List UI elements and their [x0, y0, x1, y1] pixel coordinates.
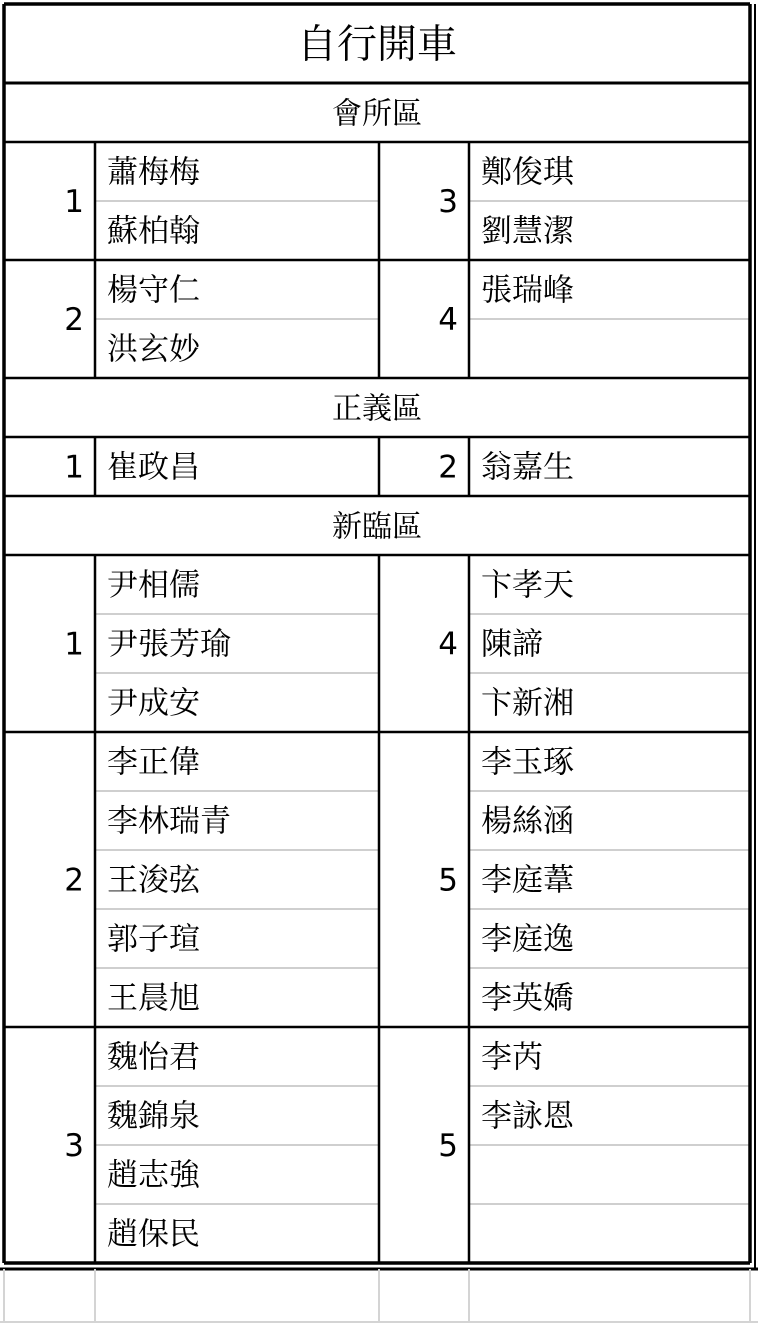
passenger-name: 卞孝天 — [481, 567, 574, 604]
passenger-name: 李林瑞青 — [107, 803, 231, 840]
car-number: 2 — [64, 302, 84, 338]
passenger-name: 李英嬌 — [481, 980, 574, 1017]
page-title: 自行開車 — [297, 21, 457, 68]
car-number: 5 — [438, 862, 458, 899]
car-number: 2 — [64, 862, 84, 899]
car-number: 2 — [438, 449, 458, 486]
passenger-name: 陳諦 — [481, 626, 543, 663]
passenger-name: 王晨旭 — [107, 980, 200, 1017]
passenger-name: 蕭梅梅 — [107, 154, 200, 191]
passenger-name: 趙志強 — [107, 1157, 200, 1194]
passenger-name: 楊守仁 — [107, 272, 200, 309]
passenger-name: 王浚弦 — [107, 862, 200, 899]
passenger-name: 李庭逸 — [481, 921, 574, 958]
car-number: 3 — [64, 1128, 84, 1164]
car-number: 1 — [64, 626, 84, 663]
car-number: 1 — [64, 184, 84, 220]
passenger-name: 楊絲涵 — [481, 803, 574, 840]
car-number: 4 — [438, 626, 458, 663]
section-header: 新臨區 — [332, 509, 422, 545]
car-number: 4 — [438, 302, 458, 338]
passenger-name: 李玉琢 — [481, 744, 574, 781]
section-header: 正義區 — [332, 391, 422, 427]
passenger-name: 尹張芳瑜 — [107, 626, 231, 663]
passenger-name: 郭子瑄 — [107, 921, 200, 958]
passenger-name: 崔政昌 — [107, 449, 200, 486]
passenger-name: 李庭葦 — [481, 862, 574, 899]
section-header: 會所區 — [332, 96, 422, 132]
car-number: 3 — [438, 184, 458, 220]
passenger-name: 洪玄妙 — [107, 331, 200, 368]
passenger-name: 尹相儒 — [107, 567, 200, 604]
passenger-name: 尹成安 — [107, 685, 200, 722]
passenger-name: 張瑞峰 — [481, 272, 574, 309]
car-number: 5 — [438, 1128, 458, 1164]
passenger-name: 李詠恩 — [481, 1098, 574, 1135]
passenger-name: 李芮 — [481, 1039, 543, 1076]
passenger-name: 蘇柏翰 — [107, 213, 200, 250]
passenger-name: 李正偉 — [107, 744, 200, 781]
passenger-name: 翁嘉生 — [481, 449, 574, 486]
passenger-name: 鄭俊琪 — [481, 154, 574, 191]
passenger-name: 劉慧潔 — [481, 213, 574, 250]
car-number: 1 — [64, 449, 84, 486]
passenger-name: 魏怡君 — [107, 1039, 200, 1076]
passenger-name: 魏錦泉 — [107, 1098, 200, 1135]
passenger-name: 卞新湘 — [481, 685, 574, 722]
passenger-name: 趙保民 — [107, 1216, 200, 1253]
